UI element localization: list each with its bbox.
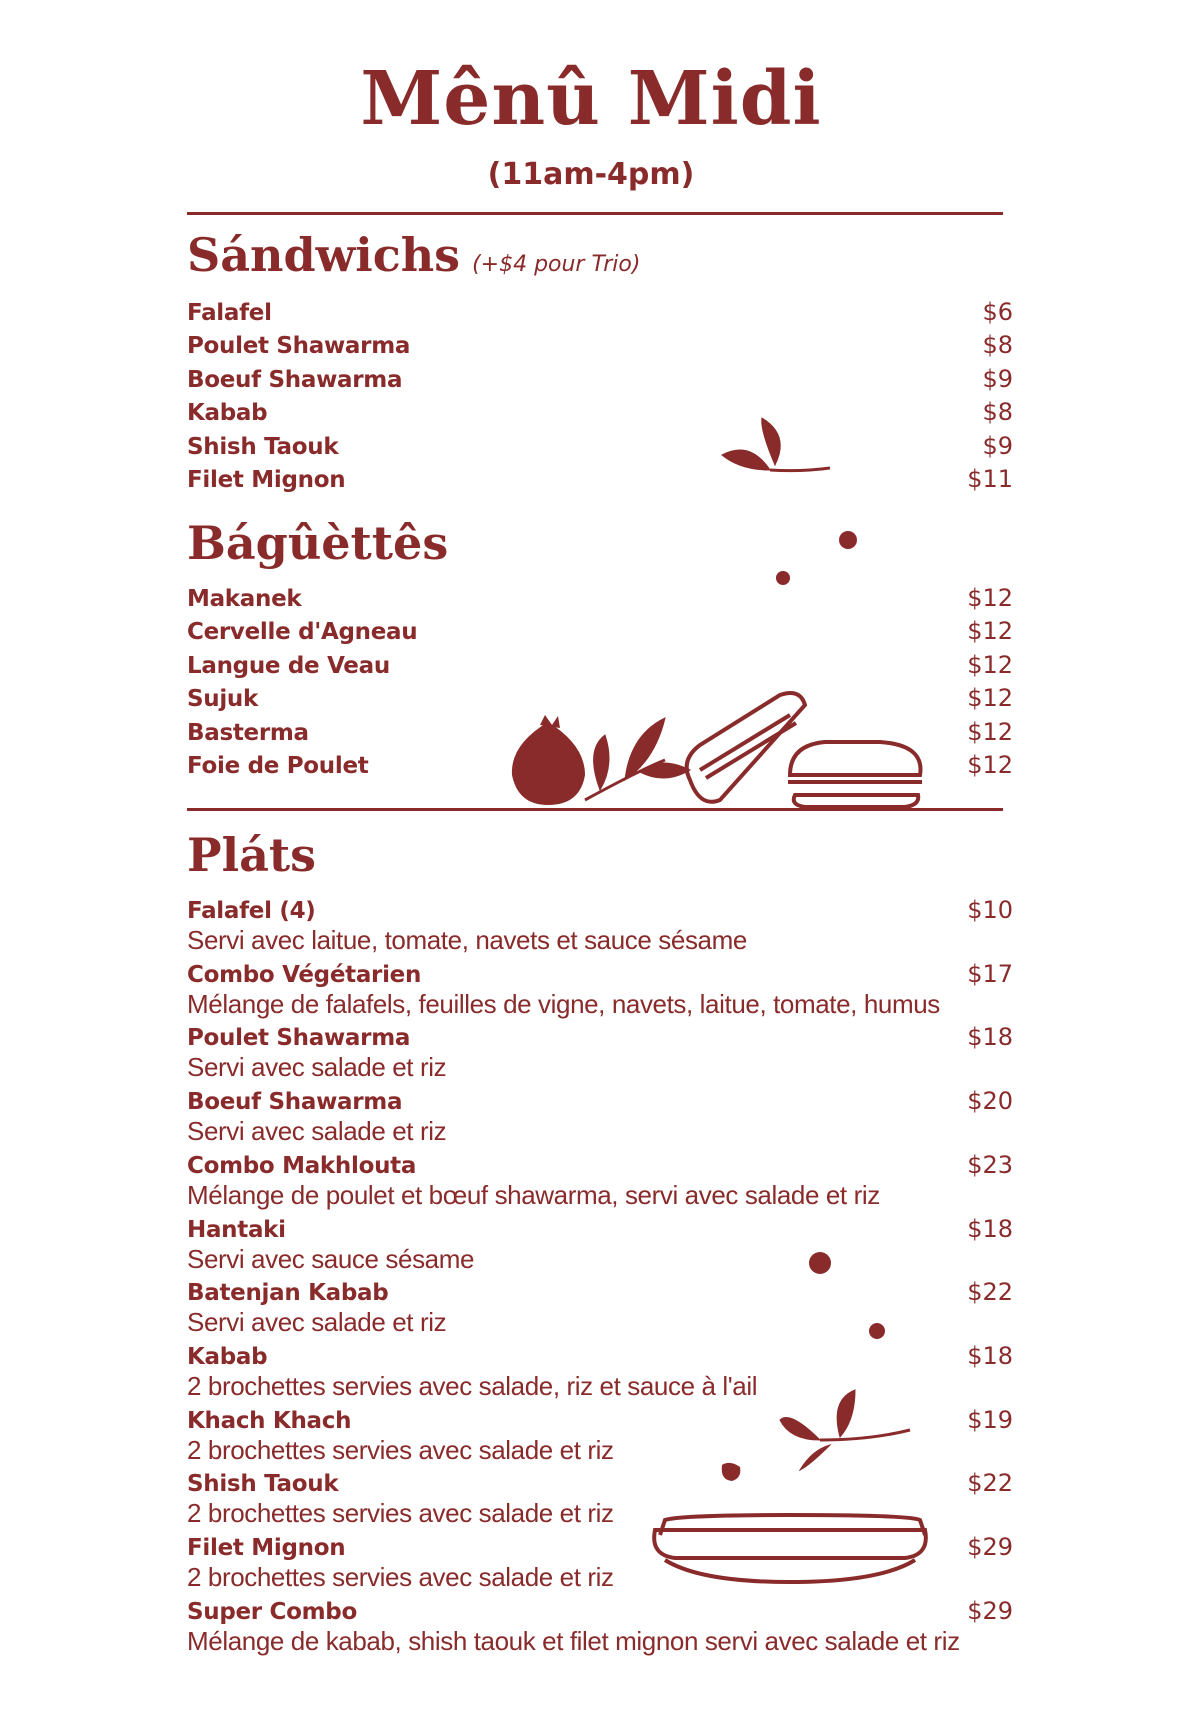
item-price: $29	[967, 1533, 1013, 1561]
item-description: Servi avec sauce sésame	[187, 1243, 475, 1274]
item-price: $23	[967, 1150, 1013, 1179]
item-name: Hantaki	[187, 1216, 286, 1243]
item-name: Boeuf Shawarma	[187, 1089, 403, 1116]
leaf-sprig-icon	[780, 1390, 910, 1470]
item-price: $22	[967, 1469, 1013, 1498]
sandwich-icon	[687, 693, 922, 807]
item-name: Shish Taouk	[187, 433, 339, 460]
item-name: Langue de Veau	[187, 652, 390, 679]
item-price: $12	[967, 650, 1013, 679]
item-price: $18	[967, 1341, 1013, 1370]
item-name: Basterma	[187, 719, 309, 746]
leaf-sprig-icon	[585, 718, 690, 800]
item-name: Sujuk	[187, 686, 258, 713]
item-name: Falafel (4)	[187, 898, 316, 924]
item-price: $11	[967, 465, 1013, 493]
item-name: Combo Végétarien	[187, 961, 422, 988]
item-description: Servi avec salade et riz	[187, 1307, 447, 1338]
item-name: Khach Khach	[187, 1407, 352, 1434]
item-price: $6	[982, 298, 1013, 326]
item-name: Filet Mignon	[187, 467, 346, 493]
item-description: 2 brochettes servies avec salade et riz	[187, 1434, 614, 1465]
item-description: 2 brochettes servies avec salade et riz	[187, 1562, 614, 1592]
trio-note: (+$4 pour Trio)	[472, 252, 641, 277]
dot-2	[776, 571, 790, 585]
item-price: $17	[967, 959, 1013, 988]
item-price: $22	[967, 1278, 1013, 1307]
item-name: Makanek	[187, 586, 302, 612]
item-description: Servi avec salade et riz	[187, 1116, 447, 1147]
sandwiches-title: Sándwichs	[187, 228, 461, 282]
item-price: $12	[967, 751, 1013, 779]
item-price: $8	[982, 398, 1013, 427]
item-description: 2 brochettes servies avec salade et riz	[187, 1498, 614, 1529]
item-description: Servi avec salade et riz	[187, 1052, 447, 1083]
page-title: Mênû Midi	[360, 56, 822, 142]
item-price: $12	[967, 584, 1013, 612]
item-description: Servi avec laitue, tomate, navets et sauce sésame	[187, 925, 747, 955]
leaf-sprig-icon	[722, 418, 830, 471]
item-name: Shish Taouk	[187, 1471, 339, 1498]
item-name: Filet Mignon	[187, 1535, 346, 1561]
item-description: Mélange de falafels, feuilles de vigne, navets, laitue, tomate, humus	[187, 988, 940, 1019]
item-description: Mélange de kabab, shish taouk et filet mignon servi avec salade et riz	[187, 1625, 960, 1656]
item-name: Kabab	[187, 1343, 268, 1370]
item-price: $18	[967, 1214, 1013, 1243]
item-name: Cervelle d'Agneau	[187, 619, 418, 646]
item-price: $9	[982, 364, 1013, 393]
item-name: Super Combo	[187, 1598, 357, 1625]
item-price: $10	[967, 896, 1013, 924]
item-price: $12	[967, 617, 1013, 646]
item-price: $12	[967, 717, 1013, 746]
item-name: Kabab	[187, 400, 268, 427]
item-name: Boeuf Shawarma	[187, 366, 403, 393]
seed-icon	[722, 1463, 741, 1481]
item-name: Combo Makhlouta	[187, 1152, 417, 1179]
item-name: Foie de Poulet	[187, 753, 369, 779]
section-title-baguettes: Bágûèttês	[187, 516, 449, 570]
item-description: Mélange de poulet et bœuf shawarma, servi avec salade et riz	[187, 1179, 880, 1210]
item-name: Poulet Shawarma	[187, 1025, 411, 1052]
item-price: $12	[967, 684, 1013, 713]
item-price: $8	[982, 331, 1013, 360]
opening-hours: (11am-4pm)	[487, 157, 695, 192]
item-name: Poulet Shawarma	[187, 333, 411, 360]
item-price: $18	[967, 1023, 1013, 1052]
item-price: $20	[967, 1087, 1013, 1116]
item-description: 2 brochettes servies avec salade, riz et sauce à l'ail	[187, 1370, 758, 1401]
bowl-icon	[654, 1515, 926, 1582]
item-price: $19	[967, 1405, 1013, 1434]
item-price: $9	[982, 431, 1013, 460]
item-name: Falafel	[187, 300, 272, 326]
dot-4	[869, 1323, 885, 1339]
item-name: Batenjan Kabab	[187, 1280, 389, 1307]
section-title-plats: Pláts	[187, 828, 317, 882]
pomegranate-icon	[512, 715, 585, 805]
dot-1	[839, 531, 857, 549]
item-price: $29	[967, 1596, 1013, 1625]
dot-3	[809, 1252, 831, 1274]
